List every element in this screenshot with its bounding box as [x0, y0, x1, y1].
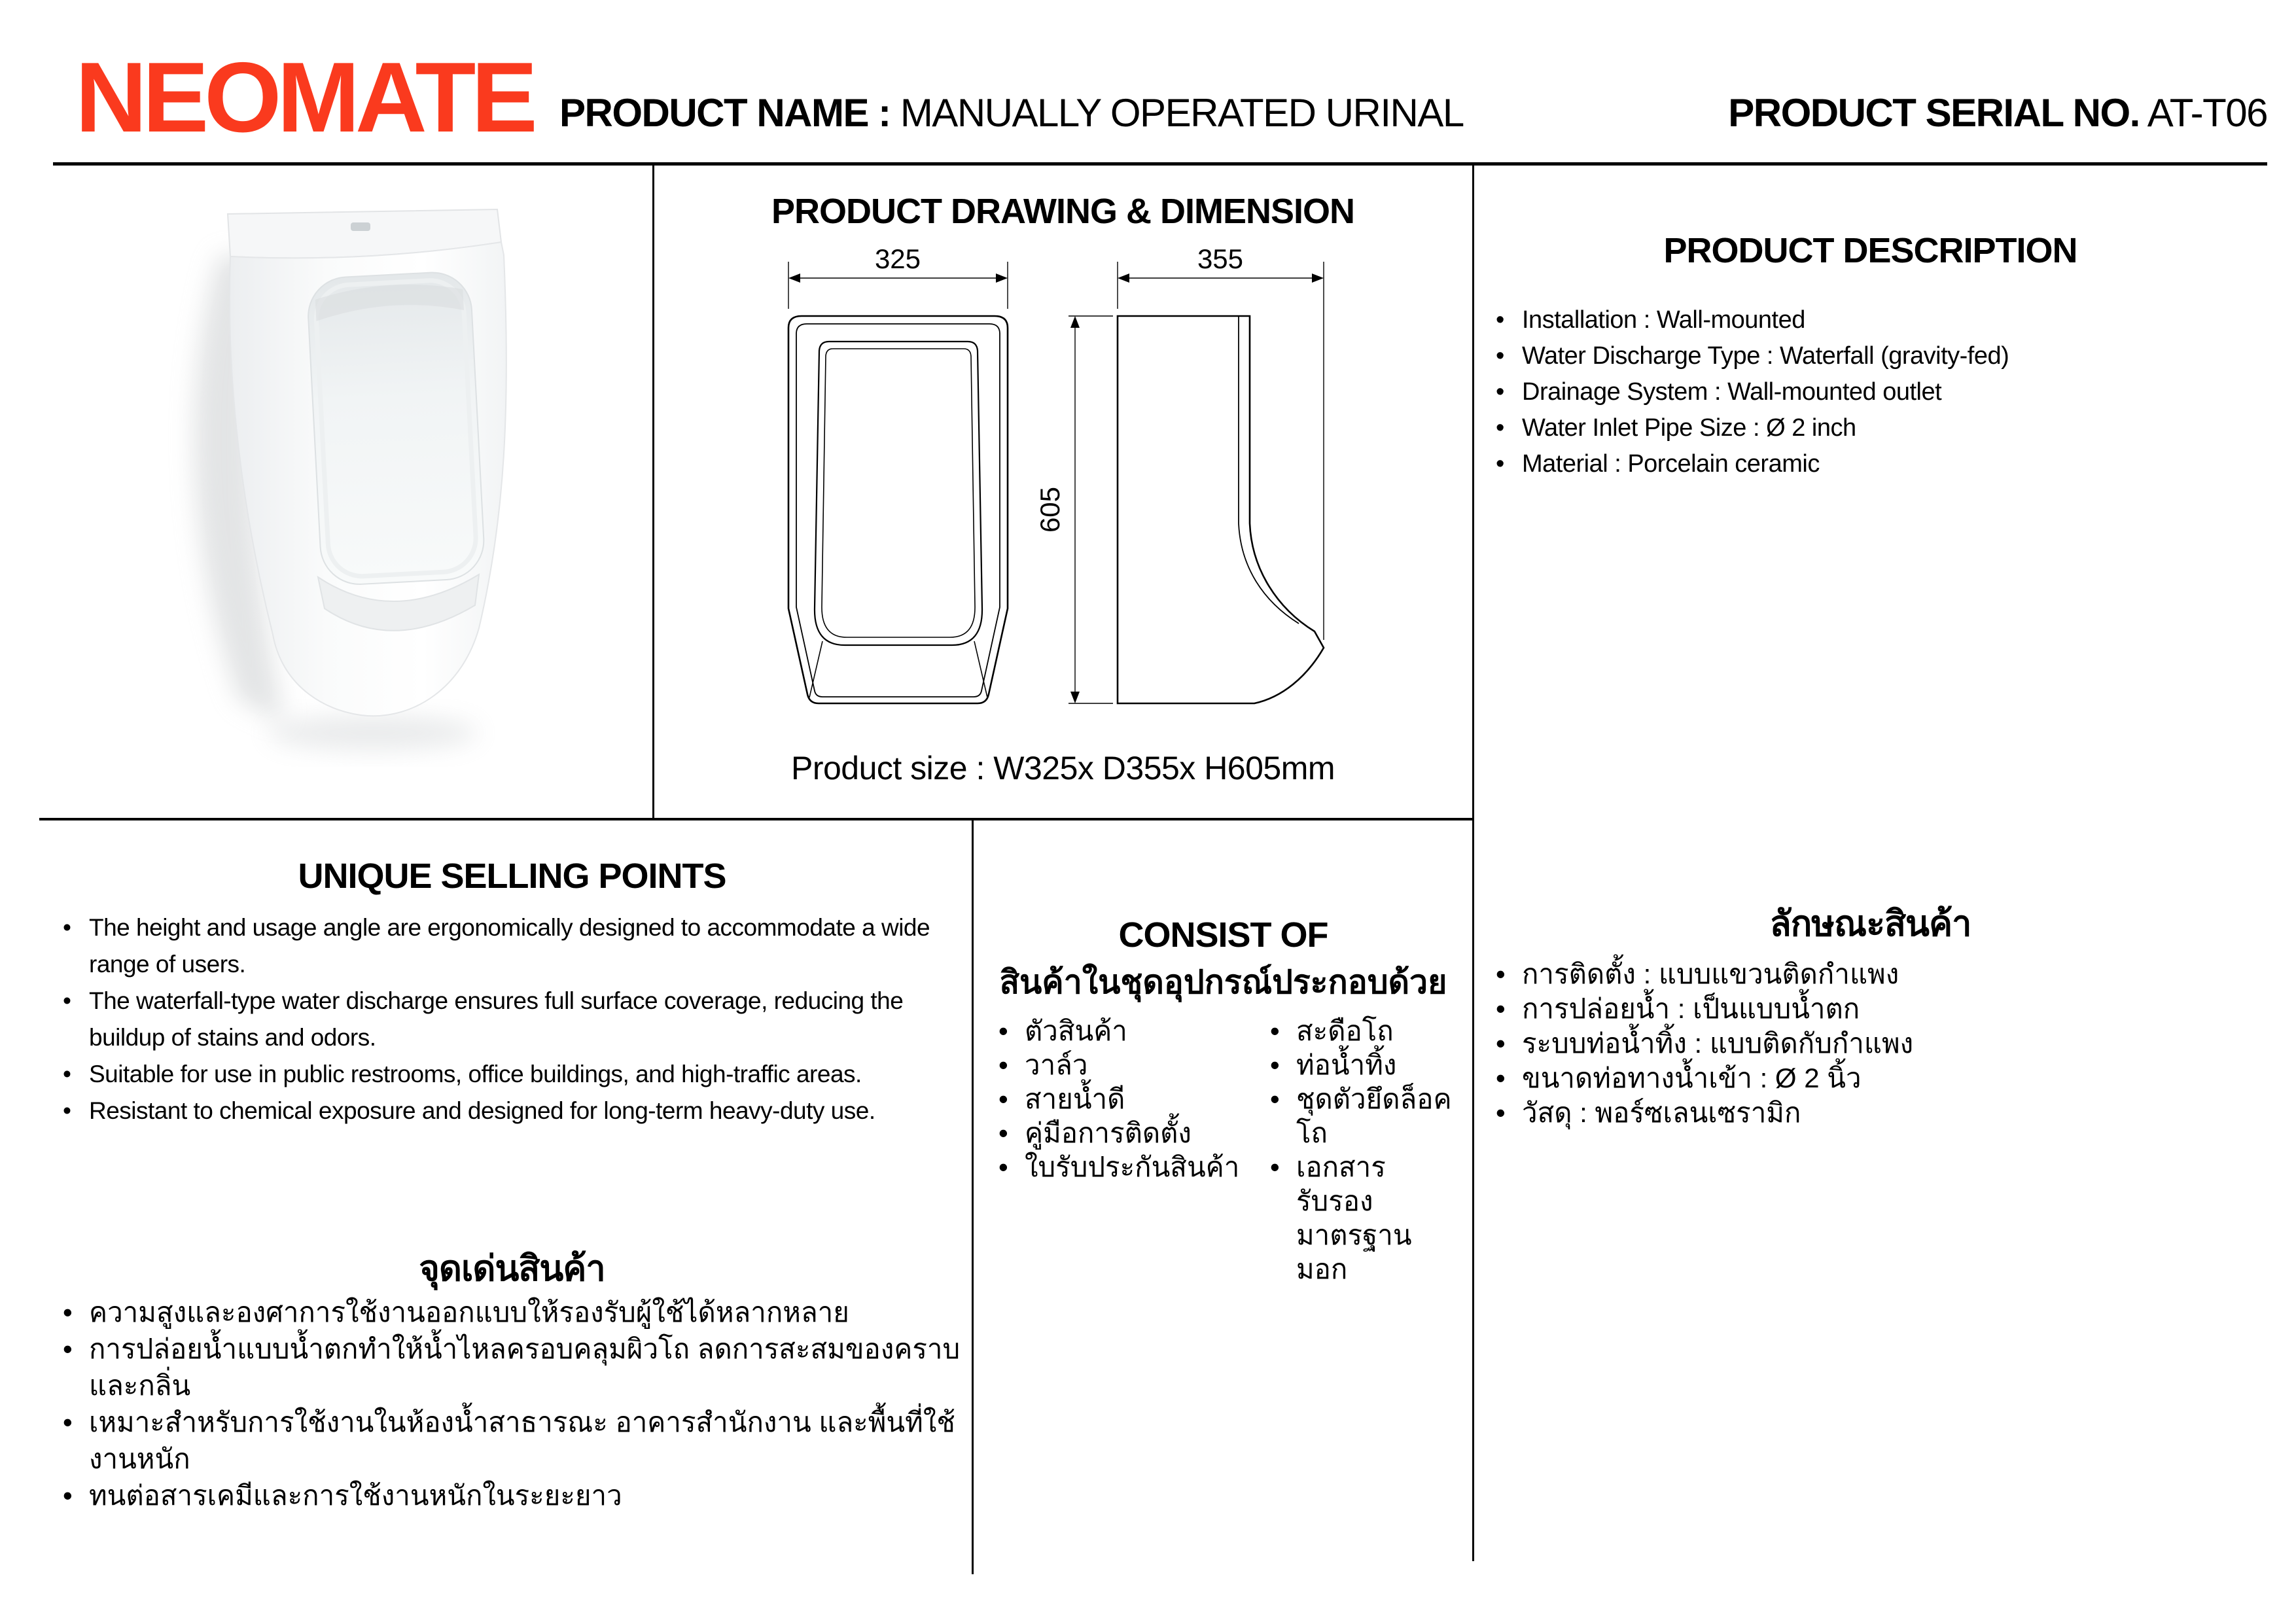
consist-item: • ตัวสินค้า [995, 1014, 1243, 1048]
description-title: PRODUCT DESCRIPTION [1663, 231, 2077, 270]
consist-item: • เอกสารรับรอง มาตรฐาน มอก [1266, 1150, 1456, 1286]
side-view-drawing [1118, 316, 1324, 703]
floor-shadow [268, 716, 478, 750]
consist-item: • คู่มือการติดตั้ง [995, 1116, 1243, 1150]
dim-height-605 [1034, 316, 1113, 703]
usp-item: • The height and usage angle are ergonomically designed to accommodate a wide range of users. [59, 909, 959, 983]
thai-spec-item: • ขนาดท่อทางน้ำเข้า : Ø 2 นิ้ว [1492, 1061, 2238, 1095]
thai-spec-item: • การปล่อยน้ำ : เป็นแบบน้ำตก [1492, 991, 2238, 1026]
consist-title-en: CONSIST OF [1118, 915, 1328, 955]
usp-item: • Resistant to chemical exposure and designed for long-term heavy-duty use. [59, 1093, 959, 1129]
dim-depth-355 [1118, 243, 1324, 640]
product-serial-value: AT-T06 [2147, 91, 2267, 135]
thai-usp-item: • ทนต่อสารเคมีและการใช้งานหนักในระยะยาว [59, 1477, 962, 1514]
description-item: • Material : Porcelain ceramic [1492, 446, 2238, 482]
technical-drawing [652, 236, 1474, 769]
usp-item: • The waterfall-type water discharge ensures full surface coverage, reducing the buildup of stains and odors. [59, 983, 959, 1056]
thai-usp-item: • การปล่อยน้ำแบบน้ำตกทำให้น้ำไหลครอบคลุมผิวโถ ลดการสะสมของคราบและกลิ่น [59, 1331, 962, 1404]
dim-width-325 [788, 243, 1008, 309]
svg-text:355: 355 [1197, 243, 1244, 274]
product-name-value: MANUALLY OPERATED URINAL [900, 91, 1464, 135]
consist-list-col1 [995, 1014, 1243, 1184]
thai-spec-item: • วัสดุ : พอร์ซเลนเซรามิก [1492, 1095, 2238, 1130]
drawing-title: PRODUCT DRAWING & DIMENSION [771, 192, 1354, 231]
consist-item: • สะดือโถ [1266, 1014, 1456, 1048]
usp-title: UNIQUE SELLING POINTS [298, 856, 726, 896]
usp-list [59, 909, 959, 1129]
product-serial-label: PRODUCT SERIAL NO. [1728, 91, 2140, 135]
header-rule [53, 162, 2267, 166]
svg-text:605: 605 [1034, 486, 1065, 533]
urinal-opening [306, 271, 486, 586]
description-item: • Water Discharge Type : Waterfall (gravity-fed) [1492, 338, 2238, 374]
consist-item: • ชุดตัวยึดล็อคโถ [1266, 1082, 1456, 1150]
product-name-line [559, 90, 1464, 135]
brand-logo: NEOMATE [75, 42, 533, 153]
product-photo [85, 177, 648, 811]
mid-horizontal-rule [39, 818, 1474, 820]
consist-title-th: สินค้าในชุดอุปกรณ์ประกอบด้วย [999, 964, 1447, 1000]
consist-item: • ท่อน้ำทิ้ง [1266, 1048, 1456, 1082]
consist-list-col2 [1266, 1014, 1456, 1286]
thai-spec-title: ลักษณะสินค้า [1769, 904, 1971, 943]
thai-spec-list [1492, 957, 2238, 1130]
description-list [1492, 302, 2238, 482]
thai-spec-item: • การติดตั้ง : แบบแขวนติดกำแพง [1492, 957, 2238, 991]
consist-item: • ใบรับประกันสินค้า [995, 1150, 1243, 1184]
description-item: • Installation : Wall-mounted [1492, 302, 2238, 338]
consist-item: • วาล์ว [995, 1048, 1243, 1082]
product-name-label: PRODUCT NAME : [559, 91, 891, 135]
product-serial-line [1728, 90, 2267, 135]
urinal-top-slot [351, 222, 370, 231]
front-view-drawing [788, 316, 1008, 703]
usp-item: • Suitable for use in public restrooms, office buildings, and high-traffic areas. [59, 1056, 959, 1093]
product-size-text: Product size : W325x D355x H605mm [790, 750, 1335, 786]
thai-usp-item: • ความสูงและองศาการใช้งานออกแบบให้รองรับผู้ใช้ได้หลากหลาย [59, 1294, 962, 1331]
thai-spec-item: • ระบบท่อน้ำทิ้ง : แบบติดกับกำแพง [1492, 1026, 2238, 1061]
description-item: • Drainage System : Wall-mounted outlet [1492, 374, 2238, 410]
thai-usp-title: จุดเด่นสินค้า [419, 1249, 605, 1288]
svg-text:325: 325 [874, 243, 921, 274]
thai-usp-list [59, 1294, 962, 1514]
thai-usp-item: • เหมาะสำหรับการใช้งานในห้องน้ำสาธารณะ อาคารสำนักงาน และพื้นที่ใช้งานหนัก [59, 1404, 962, 1477]
consist-item: • สายน้ำดี [995, 1082, 1243, 1116]
description-item: • Water Inlet Pipe Size : Ø 2 inch [1492, 410, 2238, 446]
